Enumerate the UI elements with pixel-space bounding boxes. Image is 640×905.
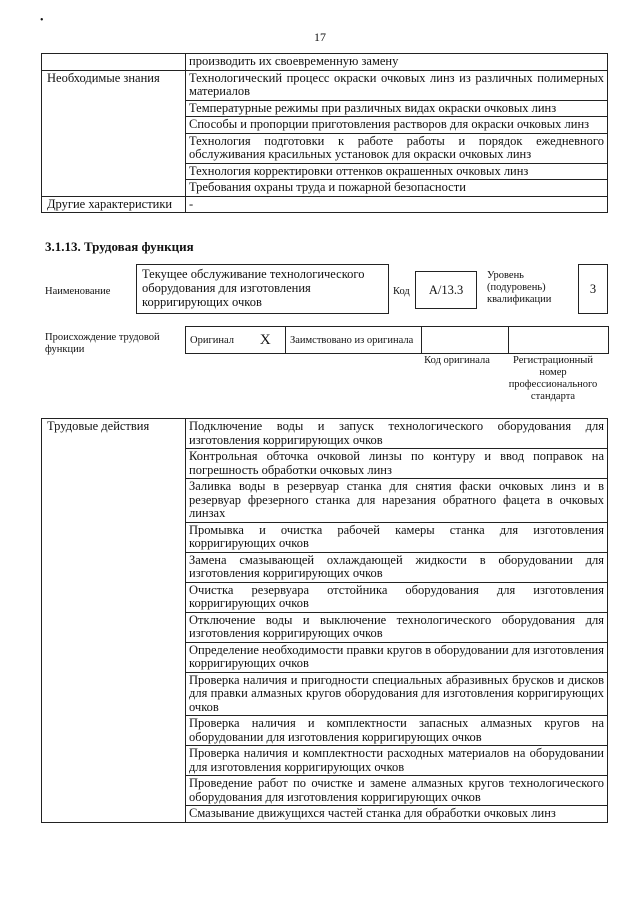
borrowed-label: Заимствовано из оригинала — [286, 327, 422, 354]
code-label: Код — [393, 286, 410, 297]
action-item: Контрольная обточка очковой линзы по контуру и ввод поправок на погрешность обработки очковых линз — [186, 449, 608, 479]
original-mark: X — [246, 327, 286, 354]
function-code-box: А/13.3 — [415, 271, 477, 309]
action-item: Промывка и очистка рабочей камеры станка для изготовления корригирующих очков — [186, 522, 608, 552]
table-row — [42, 419, 608, 449]
table-cell-empty — [42, 54, 186, 71]
function-name-box: Текущее обслуживание технологического оборудования для изготовления корригирующих очков — [136, 264, 389, 314]
other-characteristics-label: Другие характеристики — [42, 196, 186, 213]
action-item: Заливка воды в резервуар станка для снятия фаски очковых линз и в резервуар фрезерного станка для нарезания обратного фацета в очковых линзах — [186, 479, 608, 523]
knowledge-label: Необходимые знания — [42, 70, 186, 196]
table-row — [42, 196, 608, 213]
knowledge-item: Технология корректировки оттенков окрашенных очковых линз — [186, 163, 608, 180]
original-label: Оригинал — [186, 327, 246, 354]
action-item: Проведение работ по очистке и замене алмазных кругов технологического оборудования для изготовления корригирующих очков — [186, 776, 608, 806]
level-label: Уровень (подуровень) квалификации — [487, 270, 552, 305]
knowledge-item: Технологический процесс окраски очковых линз из различных полимерных материалов — [186, 70, 608, 100]
action-item: Очистка резервуара отстойника оборудования для изготовления корригирующих очков — [186, 582, 608, 612]
origin-label: Происхождение трудовой функции — [45, 332, 160, 355]
table-row — [42, 70, 608, 100]
actions-label: Трудовые действия — [42, 419, 186, 823]
action-item: Проверка наличия и комплектности запасных алмазных кругов на оборудовании для изготовления корригирующих очков — [186, 716, 608, 746]
margin-mark: • — [40, 15, 44, 26]
knowledge-item: Технология подготовки к работе работы и порядок ежедневного обслуживания красильных установок для окраски очковых линз — [186, 133, 608, 163]
origin-table — [185, 326, 609, 354]
other-characteristics-value: - — [186, 196, 608, 213]
knowledge-item: Температурные режимы при различных видах окраски очковых линз — [186, 100, 608, 117]
knowledge-item: Требования охраны труда и пожарной безопасности — [186, 180, 608, 197]
knowledge-table — [41, 53, 608, 213]
name-label: Наименование — [45, 286, 111, 297]
action-item: Проверка наличия и комплектности расходных материалов на оборудовании для изготовления корригирующих очков — [186, 746, 608, 776]
level-value-box: 3 — [578, 264, 608, 314]
action-item: Отключение воды и выключение технологического оборудования для изготовления корригирующих очков — [186, 612, 608, 642]
action-item: Смазывание движущихся частей станка для обработки очковых линз — [186, 806, 608, 823]
registration-caption: Регистрационный номер профессионального стандарта — [508, 355, 598, 402]
registration-number-cell — [509, 327, 609, 354]
table-row — [186, 327, 609, 354]
page-number: 17 — [314, 30, 326, 44]
continuation-cell: производить их своевременную замену — [186, 54, 608, 71]
knowledge-item: Способы и пропорции приготовления растворов для окраски очковых линз — [186, 117, 608, 134]
action-item: Замена смазывающей охлаждающей жидкости в оборудовании для изготовления корригирующих очков — [186, 552, 608, 582]
action-item: Подключение воды и запуск технологического оборудования для изготовления корригирующих очков — [186, 419, 608, 449]
code-caption: Код оригинала — [424, 355, 490, 366]
action-item: Определение необходимости правки кругов в оборудовании для изготовления корригирующих очков — [186, 642, 608, 672]
actions-table — [41, 418, 608, 823]
section-heading: 3.1.13. Трудовая функция — [45, 239, 194, 254]
table-row — [42, 54, 608, 71]
action-item: Проверка наличия и пригодности специальных абразивных брусков и дисков для правки алмазных кругов оборудования для изготовления корригирующих очков — [186, 672, 608, 716]
original-code-cell — [422, 327, 509, 354]
